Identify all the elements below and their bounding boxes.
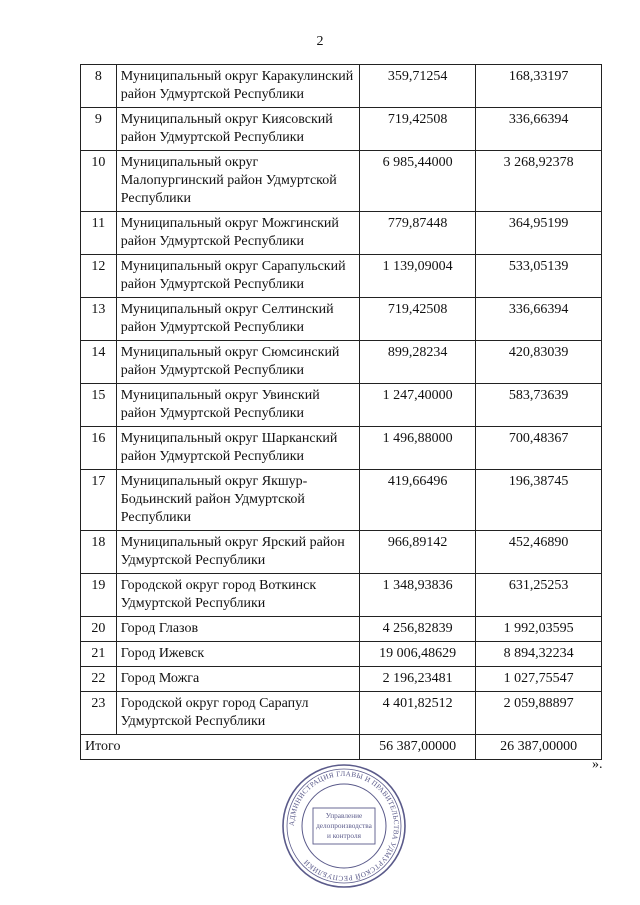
- table-row: [81, 574, 602, 617]
- cell-num: 21: [81, 642, 117, 667]
- cell-v1: 899,28234: [360, 341, 476, 384]
- cell-v2: 2 059,88897: [476, 692, 602, 735]
- cell-v2: 168,33197: [476, 65, 602, 108]
- cell-name: Муниципальный округ Каракулинский район Удмуртской Республики: [116, 65, 359, 108]
- cell-v1: 19 006,48629: [360, 642, 476, 667]
- cell-v2: 336,66394: [476, 108, 602, 151]
- cell-v1: 1 247,40000: [360, 384, 476, 427]
- cell-v2: 8 894,32234: [476, 642, 602, 667]
- cell-num: 8: [81, 65, 117, 108]
- cell-v1: 359,71254: [360, 65, 476, 108]
- cell-v2: 3 268,92378: [476, 151, 602, 212]
- table-row: [81, 212, 602, 255]
- cell-name: Город Глазов: [116, 617, 359, 642]
- table-row: [81, 692, 602, 735]
- cell-v2: 700,48367: [476, 427, 602, 470]
- cell-num: 22: [81, 667, 117, 692]
- stamp-center-text: Управление делопроизводства и контроля: [316, 811, 372, 840]
- cell-v1: 966,89142: [360, 531, 476, 574]
- cell-num: 17: [81, 470, 117, 531]
- total-v1: 56 387,00000: [360, 735, 476, 760]
- table-row: [81, 384, 602, 427]
- official-stamp: [280, 762, 408, 890]
- table-row: [81, 667, 602, 692]
- cell-v1: 1 496,88000: [360, 427, 476, 470]
- cell-name: Муниципальный округ Селтинский район Удмуртской Республики: [116, 298, 359, 341]
- cell-v2: 452,46890: [476, 531, 602, 574]
- closing-quote-mark: ».: [592, 757, 603, 772]
- cell-name: Муниципальный округ Сюмсинский район Удмуртской Республики: [116, 341, 359, 384]
- cell-v1: 2 196,23481: [360, 667, 476, 692]
- cell-v1: 6 985,44000: [360, 151, 476, 212]
- total-v2: 26 387,00000: [476, 735, 602, 760]
- cell-v1: 4 401,82512: [360, 692, 476, 735]
- table-row: [81, 470, 602, 531]
- cell-v2: 336,66394: [476, 298, 602, 341]
- cell-name: Муниципальный округ Увинский район Удмуртской Республики: [116, 384, 359, 427]
- page-number: 2: [316, 34, 324, 49]
- allocation-table: [80, 64, 602, 760]
- table-row: [81, 617, 602, 642]
- cell-num: 18: [81, 531, 117, 574]
- cell-name: Муниципальный округ Малопургинский район Удмуртской Республики: [116, 151, 359, 212]
- table-row: [81, 642, 602, 667]
- table-row: [81, 151, 602, 212]
- cell-v1: 419,66496: [360, 470, 476, 531]
- cell-v2: 1 027,75547: [476, 667, 602, 692]
- cell-num: 23: [81, 692, 117, 735]
- cell-name: Муниципальный округ Якшур-Бодьинский район Удмуртской Республики: [116, 470, 359, 531]
- cell-v1: 1 139,09004: [360, 255, 476, 298]
- total-label: Итого: [81, 735, 360, 760]
- cell-v2: 364,95199: [476, 212, 602, 255]
- cell-v2: 420,83039: [476, 341, 602, 384]
- cell-num: 20: [81, 617, 117, 642]
- cell-num: 16: [81, 427, 117, 470]
- total-row: [81, 735, 602, 760]
- cell-num: 13: [81, 298, 117, 341]
- cell-v1: 779,87448: [360, 212, 476, 255]
- cell-name: Муниципальный округ Сарапульский район Удмуртской Республики: [116, 255, 359, 298]
- cell-name: Муниципальный округ Можгинский район Удмуртской Республики: [116, 212, 359, 255]
- cell-v1: 719,42508: [360, 298, 476, 341]
- cell-num: 12: [81, 255, 117, 298]
- stamp-ring-text: АДМИНИСТРАЦИЯ ГЛАВЫ И ПРАВИТЕЛЬСТВА УДМУРТСКОЙ РЕСПУБЛИКИ: [287, 769, 401, 883]
- table-row: [81, 341, 602, 384]
- cell-name: Городской округ город Сарапул Удмуртской Республики: [116, 692, 359, 735]
- table-row: [81, 108, 602, 151]
- table-row: [81, 427, 602, 470]
- cell-name: Город Можга: [116, 667, 359, 692]
- cell-num: 14: [81, 341, 117, 384]
- cell-num: 11: [81, 212, 117, 255]
- cell-v1: 1 348,93836: [360, 574, 476, 617]
- cell-v1: 719,42508: [360, 108, 476, 151]
- cell-v1: 4 256,82839: [360, 617, 476, 642]
- cell-v2: 631,25253: [476, 574, 602, 617]
- cell-num: 9: [81, 108, 117, 151]
- table-row: [81, 255, 602, 298]
- cell-num: 15: [81, 384, 117, 427]
- table-row: [81, 531, 602, 574]
- table-row: [81, 65, 602, 108]
- cell-num: 10: [81, 151, 117, 212]
- cell-name: Город Ижевск: [116, 642, 359, 667]
- cell-v2: 1 992,03595: [476, 617, 602, 642]
- cell-v2: 533,05139: [476, 255, 602, 298]
- table-row: [81, 298, 602, 341]
- cell-name: Муниципальный округ Киясовский район Удмуртской Республики: [116, 108, 359, 151]
- table-body: [81, 65, 602, 760]
- cell-name: Городской округ город Воткинск Удмуртской Республики: [116, 574, 359, 617]
- cell-name: Муниципальный округ Шарканский район Удмуртской Республики: [116, 427, 359, 470]
- cell-name: Муниципальный округ Ярский район Удмуртской Республики: [116, 531, 359, 574]
- cell-v2: 196,38745: [476, 470, 602, 531]
- cell-v2: 583,73639: [476, 384, 602, 427]
- cell-num: 19: [81, 574, 117, 617]
